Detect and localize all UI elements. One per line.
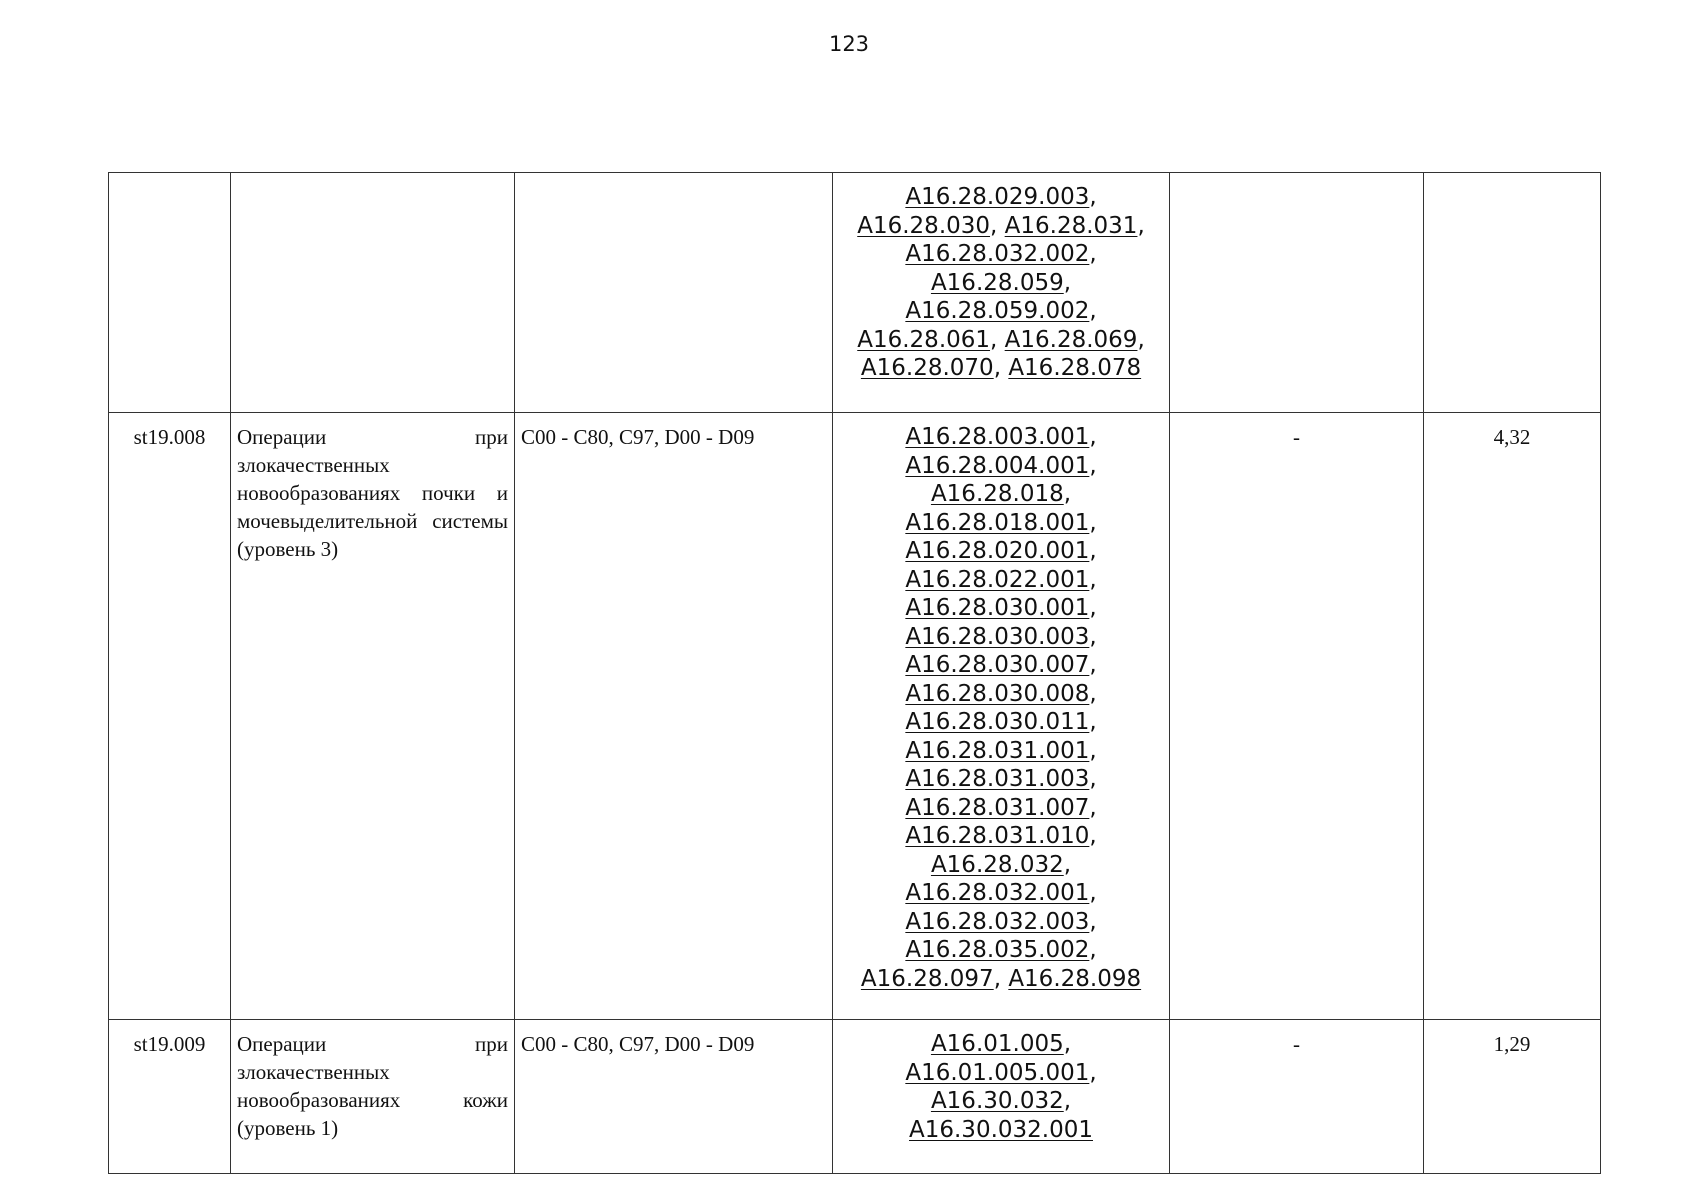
service-separator: , xyxy=(1089,680,1097,707)
service-code-link[interactable]: A16.28.097 xyxy=(860,965,994,992)
service-separator: , xyxy=(1089,566,1097,593)
service-code-link[interactable]: A16.30.032 xyxy=(930,1088,1064,1114)
service-line xyxy=(835,297,1167,326)
service-code-link[interactable]: A16.28.031.003 xyxy=(905,766,1090,792)
service-line xyxy=(835,326,1167,355)
service-code-link[interactable]: A16.28.030 xyxy=(857,212,991,239)
diagnosis-codes-cell: C00 - C80, C97, D00 - D09 xyxy=(515,1020,833,1174)
service-code-link[interactable]: A16.28.018 xyxy=(930,481,1064,507)
service-code-link[interactable]: A16.28.059.002 xyxy=(905,298,1090,324)
service-separator: , xyxy=(990,326,1005,353)
service-separator: , xyxy=(1089,880,1097,906)
ksg-name-first-end: при xyxy=(475,425,508,449)
service-line xyxy=(835,765,1167,794)
service-line xyxy=(835,708,1167,737)
service-line xyxy=(835,269,1167,298)
service-code-link[interactable]: A16.28.030.007 xyxy=(905,652,1090,678)
service-code-link[interactable]: A16.28.031.007 xyxy=(905,794,1090,821)
service-line xyxy=(835,1030,1167,1059)
service-code-link[interactable]: A16.28.029.003 xyxy=(905,184,1090,210)
service-code-link[interactable]: A16.28.030.003 xyxy=(905,623,1090,650)
service-separator: , xyxy=(1089,452,1097,479)
service-line xyxy=(835,737,1167,766)
service-line xyxy=(835,480,1167,509)
diagnosis-codes-cell: C00 - C80, C97, D00 - D09 xyxy=(515,413,833,1020)
service-line xyxy=(835,1116,1167,1145)
service-code-link[interactable]: A16.28.018.001 xyxy=(905,509,1090,536)
table-row xyxy=(109,413,1601,1020)
service-line xyxy=(835,936,1167,965)
service-code-link[interactable]: A16.28.032 xyxy=(930,851,1064,878)
service-separator: , xyxy=(1089,823,1097,849)
service-code-link[interactable]: A16.28.031 xyxy=(1004,212,1138,239)
service-line xyxy=(835,183,1167,212)
service-separator: , xyxy=(1089,298,1097,324)
service-code-link[interactable]: A16.28.069 xyxy=(1004,326,1138,353)
service-line xyxy=(835,794,1167,823)
service-code-link[interactable]: A16.28.070 xyxy=(860,355,994,381)
extra-criteria-cell: - xyxy=(1170,1020,1424,1174)
tariff-table xyxy=(108,172,1601,1174)
ksg-code-cell: st19.008 xyxy=(109,413,231,1020)
service-separator: , xyxy=(1089,184,1097,210)
service-code-link[interactable]: A16.28.061 xyxy=(857,326,991,353)
service-code-link[interactable]: A16.28.032.002 xyxy=(905,241,1090,267)
service-line xyxy=(835,594,1167,623)
coefficient-cell: 4,32 xyxy=(1424,413,1601,1020)
service-code-link[interactable]: A16.28.030.001 xyxy=(905,595,1090,621)
service-line xyxy=(835,240,1167,269)
service-line xyxy=(835,566,1167,595)
service-line xyxy=(835,509,1167,538)
service-codes-cell xyxy=(833,173,1170,413)
service-separator: , xyxy=(1089,424,1097,450)
service-separator: , xyxy=(1089,794,1097,821)
service-code-link[interactable]: A16.01.005.001 xyxy=(905,1059,1090,1086)
service-separator: , xyxy=(1063,1088,1072,1114)
service-line xyxy=(835,452,1167,481)
service-line xyxy=(835,1087,1167,1116)
coefficient-cell xyxy=(1424,173,1601,413)
ksg-name-cell xyxy=(231,173,515,413)
service-separator: , xyxy=(1089,595,1097,621)
service-line xyxy=(835,423,1167,452)
service-separator: , xyxy=(1089,623,1097,650)
service-code-link[interactable]: A16.28.004.001 xyxy=(905,452,1090,479)
service-line xyxy=(835,965,1167,994)
service-codes-cell xyxy=(833,413,1170,1020)
ksg-name-rest: злокачественных новообразованиях кожи (уровень 1) xyxy=(237,1060,508,1140)
service-code-link[interactable]: A16.28.031.001 xyxy=(905,737,1090,764)
page-number: 123 xyxy=(828,32,870,56)
service-separator: , xyxy=(1063,1031,1072,1057)
service-separator: , xyxy=(1089,652,1097,678)
service-line xyxy=(835,651,1167,680)
service-line xyxy=(835,1059,1167,1088)
service-separator: , xyxy=(1089,1059,1097,1086)
ksg-code-cell xyxy=(109,173,231,413)
service-separator: , xyxy=(1137,212,1145,239)
service-separator: , xyxy=(1089,908,1097,935)
service-separator: , xyxy=(1089,538,1097,564)
table-row xyxy=(109,173,1601,413)
service-line xyxy=(835,212,1167,241)
service-separator: , xyxy=(1137,326,1145,353)
service-code-link[interactable]: A16.28.003.001 xyxy=(905,424,1090,450)
extra-criteria-cell: - xyxy=(1170,413,1424,1020)
service-separator: , xyxy=(1089,709,1097,735)
service-separator: , xyxy=(1089,241,1097,267)
service-line xyxy=(835,680,1167,709)
service-code-link[interactable]: A16.28.032.001 xyxy=(905,880,1090,906)
service-code-link[interactable]: A16.28.078 xyxy=(1008,355,1142,381)
service-separator: , xyxy=(1089,737,1097,764)
service-line xyxy=(835,908,1167,937)
service-code-link[interactable]: A16.28.030.008 xyxy=(905,680,1090,707)
service-separator: , xyxy=(993,355,1009,381)
service-separator: , xyxy=(990,212,1005,239)
ksg-name-rest: злокачественных новообразованиях почки и мочевыделительной системы (уровень 3) xyxy=(237,453,508,561)
service-code-link[interactable]: A16.28.032.003 xyxy=(905,908,1090,935)
service-code-link[interactable]: A16.28.020.001 xyxy=(905,538,1090,564)
service-separator: , xyxy=(1063,269,1072,296)
ksg-name-cell xyxy=(231,1020,515,1174)
service-code-link[interactable]: A16.28.035.002 xyxy=(905,937,1090,963)
service-separator: , xyxy=(1063,851,1072,878)
extra-criteria-cell xyxy=(1170,173,1424,413)
service-line xyxy=(835,623,1167,652)
service-separator: , xyxy=(1089,509,1097,536)
ksg-name-first-word: Операции xyxy=(237,425,327,449)
service-separator: , xyxy=(1089,766,1097,792)
ksg-name-first-end: при xyxy=(475,1032,508,1056)
service-line xyxy=(835,879,1167,908)
service-code-link[interactable]: A16.30.032.001 xyxy=(909,1116,1093,1143)
coefficient-cell: 1,29 xyxy=(1424,1020,1601,1174)
service-code-link[interactable]: A16.28.098 xyxy=(1008,965,1142,992)
service-code-link[interactable]: A16.28.022.001 xyxy=(905,566,1090,593)
diagnosis-codes-cell xyxy=(515,173,833,413)
ksg-name-first-word: Операции xyxy=(237,1032,327,1056)
service-separator: , xyxy=(993,965,1009,992)
service-line xyxy=(835,354,1167,383)
service-line xyxy=(835,537,1167,566)
table-row xyxy=(109,1020,1601,1174)
service-line xyxy=(835,851,1167,880)
ksg-code-cell: st19.009 xyxy=(109,1020,231,1174)
service-code-link[interactable]: A16.28.030.011 xyxy=(905,709,1090,735)
service-code-link[interactable]: A16.28.031.010 xyxy=(905,823,1090,849)
service-code-link[interactable]: A16.01.005 xyxy=(930,1031,1064,1057)
service-separator: , xyxy=(1063,481,1072,507)
service-codes-cell xyxy=(833,1020,1170,1174)
service-code-link[interactable]: A16.28.059 xyxy=(930,269,1064,296)
service-line xyxy=(835,822,1167,851)
service-separator: , xyxy=(1089,937,1097,963)
ksg-name-cell xyxy=(231,413,515,1020)
